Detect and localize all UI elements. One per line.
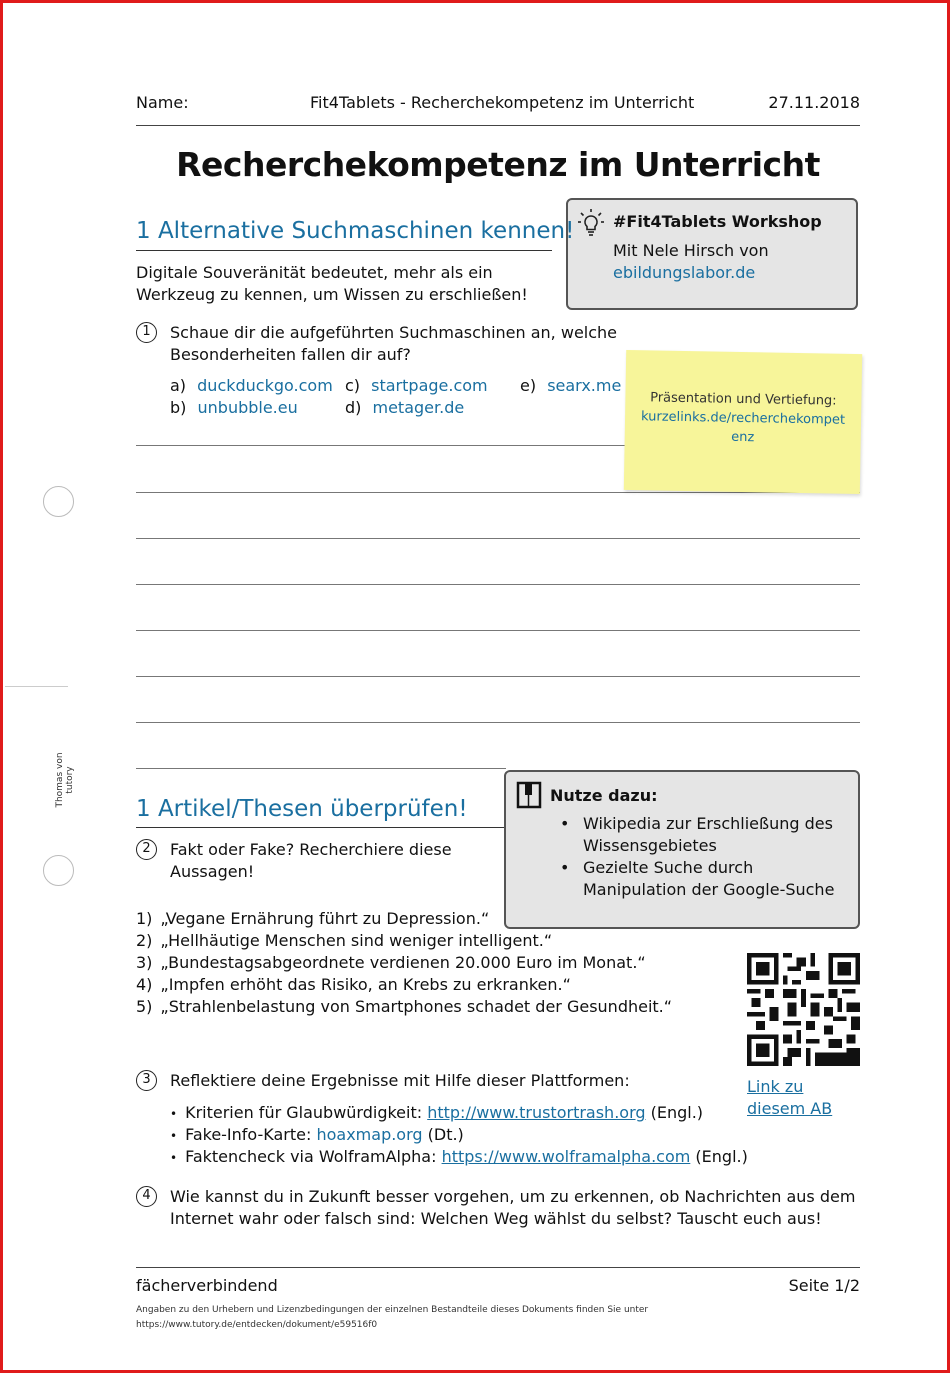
task2-line2: Aussagen! bbox=[170, 862, 255, 881]
writing-line bbox=[136, 584, 860, 585]
bullet-dot: • bbox=[170, 1129, 178, 1143]
statement-num: 1) bbox=[136, 909, 153, 928]
statement-item bbox=[136, 952, 646, 974]
engine-label: b) bbox=[170, 398, 187, 417]
task3-text: Reflektiere deine Ergebnisse mit Hilfe dieser Plattformen: bbox=[170, 1071, 630, 1090]
platform-suffix: (Engl.) bbox=[690, 1147, 748, 1166]
nutze-item-2a: Gezielte Suche durch bbox=[583, 858, 754, 877]
platform-prefix: Faktencheck via WolframAlpha: bbox=[185, 1147, 442, 1166]
platform-suffix: (Engl.) bbox=[645, 1103, 704, 1122]
task4-number: 4 bbox=[136, 1186, 157, 1207]
task4-line1: Wie kannst du in Zukunft besser vorgehen, um zu erkennen, ob Nachrichten aus dem bbox=[170, 1187, 856, 1206]
section1-heading-rule bbox=[136, 250, 552, 251]
engine-item bbox=[170, 375, 333, 397]
platform-item bbox=[170, 1102, 703, 1125]
engine-item bbox=[520, 375, 621, 397]
qr-code[interactable] bbox=[747, 953, 860, 1066]
workshop-box bbox=[566, 198, 858, 310]
task1-line1: Schaue dir die aufgeführten Suchmaschinen an, welche bbox=[170, 323, 618, 342]
statement-num: 2) bbox=[136, 931, 153, 950]
engine-link-startpage[interactable]: startpage.com bbox=[371, 376, 488, 395]
nutze-item-2b: Manipulation der Google-Suche bbox=[583, 880, 835, 899]
statement-item bbox=[136, 908, 489, 930]
side-credit: Thomas von tutory bbox=[55, 752, 75, 808]
lightbulb-icon bbox=[578, 208, 604, 238]
wolframalpha-link[interactable]: https://www.wolframalpha.com bbox=[441, 1147, 691, 1166]
statement-num: 4) bbox=[136, 975, 153, 994]
task2-number: 2 bbox=[136, 839, 157, 860]
sticky-link[interactable]: kurzelinks.de/recherchekompet bbox=[640, 409, 846, 428]
platform-item bbox=[170, 1124, 464, 1147]
engine-link-metager[interactable]: metager.de bbox=[372, 398, 465, 417]
fold-mark bbox=[5, 686, 68, 687]
task4-line2: Internet wahr oder falsch sind: Welchen Weg wählst du selbst? Tauscht euch aus! bbox=[170, 1209, 822, 1228]
statement-text: „Bundestagsabgeordnete verdienen 20.000 Euro im Monat.“ bbox=[160, 953, 646, 972]
workshop-heading: #Fit4Tablets Workshop bbox=[613, 212, 822, 231]
workshop-link[interactable]: ebildungslabor.de bbox=[613, 263, 756, 282]
statement-item bbox=[136, 974, 571, 996]
name-label: Name: bbox=[136, 93, 189, 112]
task3-number: 3 bbox=[136, 1070, 157, 1091]
section1-heading: 1 Alternative Suchmaschinen kennen! bbox=[136, 218, 575, 244]
footer-left: fächerverbindend bbox=[136, 1276, 278, 1295]
header-rule bbox=[136, 125, 860, 126]
footer-url[interactable]: https://www.tutory.de/entdecken/dokument/e59516f0 bbox=[136, 1320, 378, 1330]
nutze-heading: Nutze dazu: bbox=[550, 786, 658, 805]
trustortrash-link[interactable]: http://www.trustortrash.org bbox=[427, 1103, 646, 1122]
qr-link-line2[interactable]: diesem AB bbox=[747, 1099, 833, 1118]
engine-item bbox=[345, 375, 488, 397]
sticky-note bbox=[624, 350, 862, 494]
header-doc-title: Fit4Tablets - Recherchekompetenz im Unterricht bbox=[310, 93, 695, 112]
footer-page: Seite 1/2 bbox=[788, 1276, 860, 1295]
header-date: 27.11.2018 bbox=[768, 93, 860, 112]
nutze-box bbox=[504, 770, 860, 929]
engine-label: a) bbox=[170, 376, 187, 395]
statement-text: „Hellhäutige Menschen sind weniger intelligent.“ bbox=[160, 931, 553, 950]
page-title: Recherchekompetenz im Unterricht bbox=[176, 145, 820, 184]
engine-label: c) bbox=[345, 376, 361, 395]
platform-item bbox=[170, 1146, 748, 1169]
writing-line bbox=[136, 768, 506, 769]
platform-prefix: Fake-Info-Karte: bbox=[185, 1125, 317, 1144]
task1-line2: Besonderheiten fallen dir auf? bbox=[170, 345, 411, 364]
statement-num: 5) bbox=[136, 997, 153, 1016]
nutze-item-1b: Wissensgebietes bbox=[583, 836, 717, 855]
writing-line bbox=[136, 630, 860, 631]
statement-text: „Impfen erhöht das Risiko, an Krebs zu erkranken.“ bbox=[160, 975, 571, 994]
punch-hole bbox=[43, 486, 74, 517]
punch-hole bbox=[43, 855, 74, 886]
sticky-link-cont[interactable]: enz bbox=[731, 429, 755, 446]
footer-rule bbox=[136, 1267, 860, 1268]
engine-label: e) bbox=[520, 376, 537, 395]
bullet-dot: • bbox=[560, 814, 570, 833]
writing-line bbox=[136, 538, 860, 539]
engine-label: d) bbox=[345, 398, 362, 417]
platform-suffix: (Dt.) bbox=[422, 1125, 464, 1144]
engine-link-searx[interactable]: searx.me bbox=[547, 376, 622, 395]
section1-intro-2: Werkzeug zu kennen, um Wissen zu erschließen! bbox=[136, 285, 528, 304]
bullet-dot: • bbox=[560, 858, 570, 877]
engine-link-duckduckgo[interactable]: duckduckgo.com bbox=[197, 376, 333, 395]
statement-num: 3) bbox=[136, 953, 153, 972]
engine-item bbox=[345, 397, 464, 419]
bullet-dot: • bbox=[170, 1151, 178, 1165]
writing-line bbox=[136, 722, 860, 723]
workshop-line: Mit Nele Hirsch von bbox=[613, 241, 769, 260]
engine-link-unbubble[interactable]: unbubble.eu bbox=[197, 398, 298, 417]
book-icon bbox=[516, 781, 542, 809]
task1-number: 1 bbox=[136, 322, 157, 343]
writing-line bbox=[136, 445, 626, 446]
platform-prefix: Kriterien für Glaubwürdigkeit: bbox=[185, 1103, 428, 1122]
nutze-item-1a: Wikipedia zur Erschließung des bbox=[583, 814, 833, 833]
engine-item bbox=[170, 397, 298, 419]
hoaxmap-link[interactable]: hoaxmap.org bbox=[316, 1125, 423, 1144]
writing-line bbox=[136, 676, 860, 677]
task2-line1: Fakt oder Fake? Recherchiere diese bbox=[170, 840, 452, 859]
footer-credits: Angaben zu den Urhebern und Lizenzbedingungen der einzelnen Bestandteile dieses Dokuments finden Sie unter bbox=[136, 1305, 649, 1315]
section2-heading: 1 Artikel/Thesen überprüfen! bbox=[136, 796, 468, 822]
statement-item bbox=[136, 996, 672, 1018]
statement-text: „Vegane Ernährung führt zu Depression.“ bbox=[160, 909, 490, 928]
statement-item bbox=[136, 930, 552, 952]
statement-text: „Strahlenbelastung von Smartphones schadet der Gesundheit.“ bbox=[160, 997, 673, 1016]
qr-link-line1[interactable]: Link zu bbox=[747, 1077, 804, 1096]
sticky-line1: Präsentation und Vertiefung: bbox=[650, 390, 837, 409]
section2-heading-rule bbox=[136, 827, 506, 828]
bullet-dot: • bbox=[170, 1107, 178, 1121]
section1-intro-1: Digitale Souveränität bedeutet, mehr als ein bbox=[136, 263, 493, 282]
